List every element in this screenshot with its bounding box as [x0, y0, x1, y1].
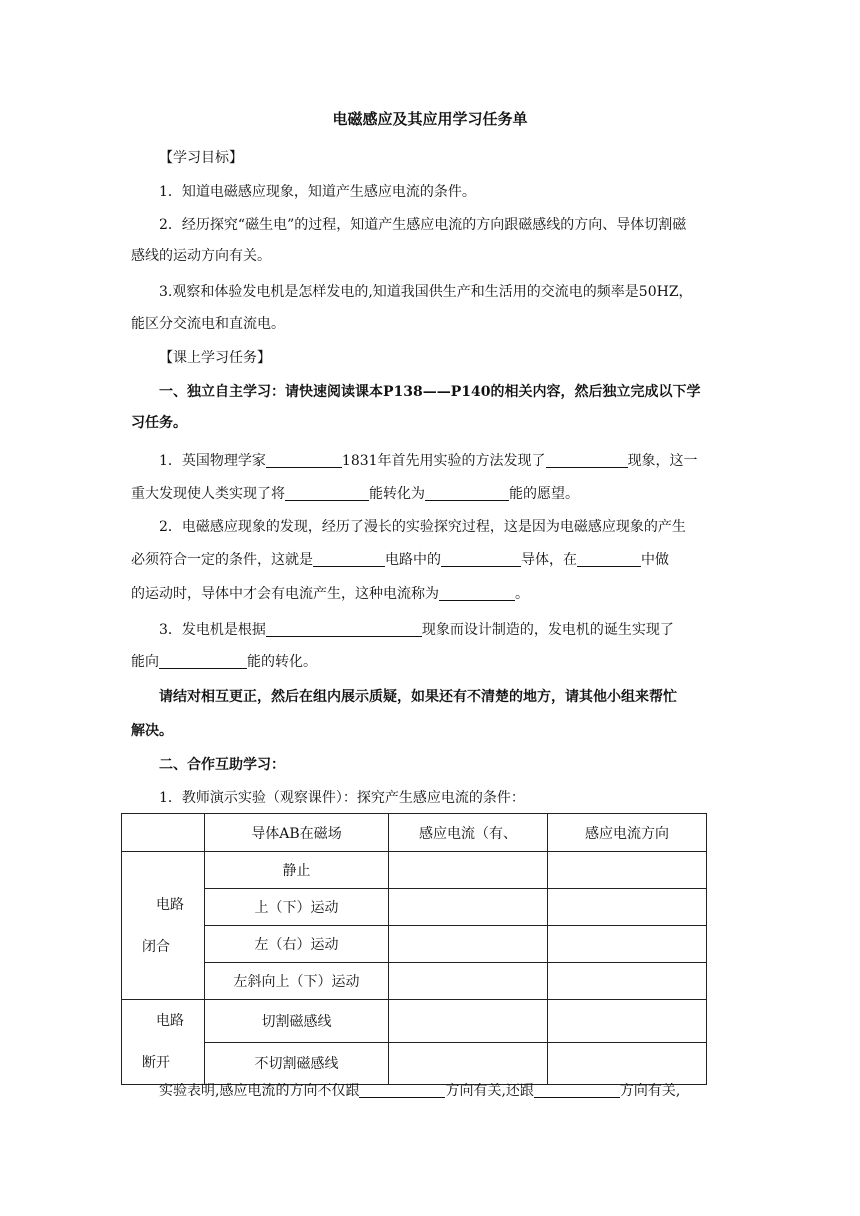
answer-blank[interactable] [439, 584, 515, 601]
question-1-line-1 [159, 451, 698, 471]
text: 能转化为 [369, 486, 425, 502]
text: 方向有关, [619, 1083, 681, 1099]
check-note-line-1: 请结对相互更正，然后在组内展示质疑，如果还有不清楚的地方，请其他小组来帮忙 [159, 689, 677, 705]
table-row [122, 926, 707, 963]
table-row [122, 852, 707, 889]
text: 电路中的 [385, 552, 441, 568]
text: 。 [515, 586, 529, 602]
condition-cell: 左斜向上（下）运动 [205, 963, 389, 1000]
answer-blank[interactable] [313, 550, 385, 567]
text: 的运动时，导体中才会有电流产生，这种电流称为 [131, 586, 439, 602]
answer-blank[interactable] [359, 1081, 445, 1098]
text: 中做 [641, 552, 669, 568]
text: 现象，这一 [627, 453, 698, 469]
answer-blank[interactable] [285, 484, 369, 501]
text: 现象而设计制造的，发电机的诞生实现了 [421, 622, 674, 638]
goal-2-line-1: 2．经历探究“磁生电”的过程，知道产生感应电流的方向跟磁感线的方向、导体切割磁 [159, 217, 687, 233]
text: 能的愿望。 [509, 486, 579, 502]
answer-cell[interactable] [389, 852, 548, 889]
group-closed-cell [122, 852, 205, 1000]
table-row [122, 1042, 707, 1085]
answer-blank[interactable] [546, 451, 628, 468]
answer-cell[interactable] [389, 1042, 548, 1085]
text: 能向 [131, 654, 159, 670]
text: 重大发现使人类实现了将 [131, 486, 285, 502]
text: 能的转化。 [247, 654, 317, 670]
question-2-line-1: 2．电磁感应现象的发现，经历了漫长的实验探究过程，这是因为电磁感应现象的产生 [159, 519, 686, 535]
part-2-heading: 二、合作互助学习： [159, 757, 285, 773]
part-1-line-2: 习任务。 [131, 415, 187, 431]
answer-cell[interactable] [389, 926, 548, 963]
question-3-line-1 [159, 620, 674, 640]
goal-3-line-2: 能区分交流电和直流电。 [131, 316, 285, 332]
text: 方向有关,还跟 [445, 1083, 534, 1099]
check-note-line-2: 解决。 [131, 723, 173, 739]
table-row [122, 963, 707, 1000]
question-3-line-2 [131, 652, 317, 672]
condition-cell: 左（右）运动 [205, 926, 389, 963]
question-2-line-2 [131, 550, 669, 570]
answer-cell[interactable] [389, 889, 548, 926]
table-header-row [122, 814, 707, 852]
header-cell: 导体AB在磁场 [205, 814, 389, 852]
answer-cell[interactable] [548, 1000, 707, 1043]
goal-2-line-2: 感线的运动方向有关。 [131, 248, 271, 264]
group-label: 断开 [142, 1055, 170, 1071]
conclusion-line [159, 1081, 680, 1101]
condition-cell: 切割磁感线 [205, 1000, 389, 1043]
group-label: 闭合 [142, 938, 170, 955]
experiment-table [121, 813, 707, 1085]
answer-cell[interactable] [389, 963, 548, 1000]
text: 1．英国物理学家 [159, 453, 266, 469]
answer-blank[interactable] [425, 484, 509, 501]
condition-cell: 上（下）运动 [205, 889, 389, 926]
question-1-line-2 [131, 484, 579, 504]
answer-cell[interactable] [548, 926, 707, 963]
goals-heading: 【学习目标】 [159, 150, 243, 166]
goal-3-line-1: 3.观察和体验发电机是怎样发电的,知道我国供生产和生活用的交流电的频率是50HZ， [159, 284, 693, 300]
answer-blank[interactable] [266, 620, 422, 637]
question-2-line-3 [131, 584, 529, 604]
page-title: 电磁感应及其应用学习任务单 [332, 110, 528, 128]
text: 导体，在 [521, 552, 577, 568]
text: 1831年首先用实验的方法发现了 [341, 453, 546, 469]
group-label: 电路 [156, 896, 184, 913]
text: 实验表明,感应电流的方向不仅跟 [159, 1083, 360, 1099]
header-cell [122, 814, 205, 852]
text: 3．发电机是根据 [159, 622, 266, 638]
experiment-intro: 1．教师演示实验（观察课件）：探究产生感应电流的条件： [159, 790, 525, 806]
answer-blank[interactable] [159, 652, 247, 669]
group-open-cell [122, 1000, 205, 1085]
header-cell: 感应电流方向 [548, 814, 707, 852]
tasks-heading: 【课上学习任务】 [159, 350, 271, 366]
table-row [122, 1000, 707, 1043]
answer-cell[interactable] [389, 1000, 548, 1043]
table-row [122, 889, 707, 926]
answer-blank[interactable] [266, 451, 342, 468]
answer-cell[interactable] [548, 852, 707, 889]
group-label: 电路 [156, 1013, 184, 1029]
answer-blank[interactable] [577, 550, 641, 567]
part-1-line-1: 一、独立自主学习：请快速阅读课本P138——P140的相关内容，然后独立完成以下学 [159, 384, 701, 400]
condition-cell: 静止 [205, 852, 389, 889]
answer-blank[interactable] [534, 1081, 620, 1098]
answer-cell[interactable] [548, 889, 707, 926]
goal-1: 1．知道电磁感应现象，知道产生感应电流的条件。 [159, 184, 476, 200]
answer-blank[interactable] [441, 550, 521, 567]
answer-cell[interactable] [548, 1042, 707, 1085]
header-cell: 感应电流（有、 [389, 814, 548, 852]
condition-cell: 不切割磁感线 [205, 1042, 389, 1085]
answer-cell[interactable] [548, 963, 707, 1000]
text: 必须符合一定的条件，这就是 [131, 552, 313, 568]
